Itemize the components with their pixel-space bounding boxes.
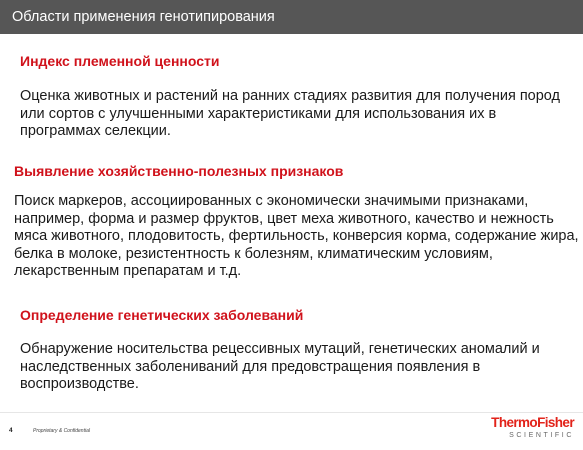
logo-brand-text: ThermoFisher (491, 415, 574, 430)
slide-title: Области применения генотипирования (12, 9, 275, 25)
thermo-fisher-logo (482, 415, 574, 443)
section-body-breeding-value: Оценка животных и растений на ранних стадиях развития для получения пород или сортов с улучшенными характеристиками для использования их в программах селекции. (20, 88, 561, 139)
footer-divider (0, 412, 583, 413)
section-body-economic-traits: Поиск маркеров, ассоциированных с экономически значимыми признаками, например, форма и размер фруктов, цвет меха животного, качество и нежность мяса животного, плодовитость, фертильность, конверсия корма, содержание жира, белка в молоке, резистентность к болезням, климатическим условиям, лекарственным препаратам и т.д. (14, 193, 579, 279)
section-heading-breeding-value: Индекс племенной ценности (20, 53, 220, 69)
page-number: 4 (9, 427, 13, 434)
logo-sub-text: SCIENTIFIC (509, 432, 574, 439)
section-heading-economic-traits: Выявление хозяйственно-полезных признаков (14, 163, 344, 179)
footer-note: Proprietary & Confidential (33, 428, 90, 434)
header-bar (0, 0, 583, 34)
section-body-genetic-diseases: Обнаружение носительства рецессивных мутаций, генетических аномалий и наследственных заболениваний для предовстращения появления в воспроизводстве. (20, 341, 540, 392)
section-heading-genetic-diseases: Определение генетических заболеваний (20, 307, 304, 323)
